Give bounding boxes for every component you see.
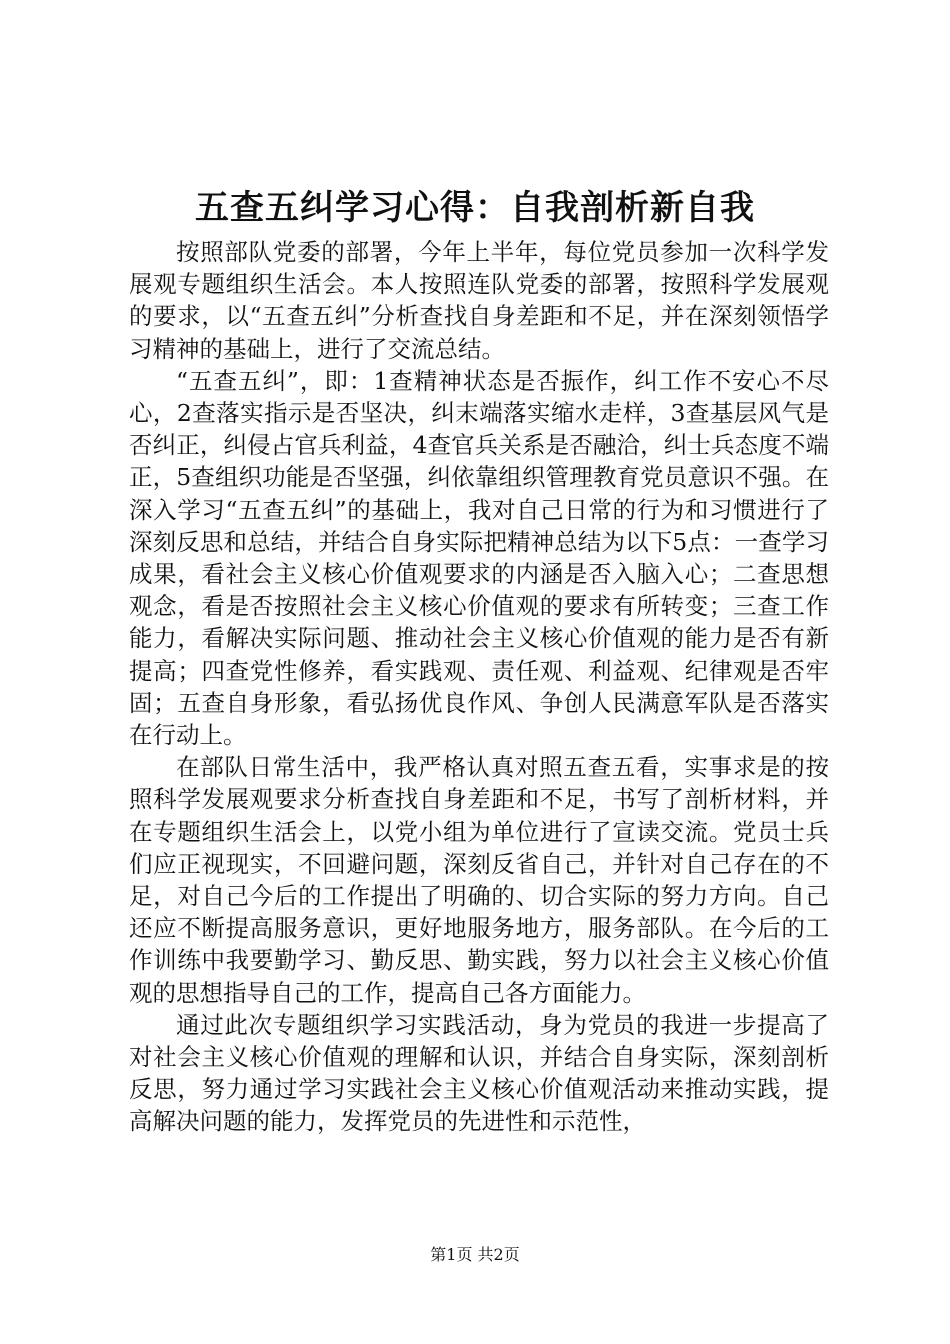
document-body	[129, 236, 829, 1138]
paragraph-3: 在部队日常生活中，我严格认真对照五查五看，实事求是的按照科学发展观要求分析查找自身差距和不足，书写了剖析材料，并在专题组织生活会上，以党小组为单位进行了宣读交流。党员士兵们应正视现实，不回避问题，深刻反省自己，并针对自己存在的不足，对自己今后的工作提出了明确的、切合实际的努力方向。自己还应不断提高服务意识，更好地服务地方，服务部队。在今后的工作训练中我要勤学习、勤反思、勤实践，努力以社会主义核心价值观的思想指导自己的工作，提高自己各方面能力。	[129, 753, 829, 1007]
paragraph-4: 通过此次专题组织学习实践活动，身为党员的我进一步提高了对社会主义核心价值观的理解和认识，并结合自身实际，深刻剖析反思，努力通过学习实践社会主义核心价值观活动来推动实践，提高解决问题的能力，发挥党员的先进性和示范性，	[129, 1010, 829, 1136]
page-number-footer: 第1页 共2页	[430, 1245, 520, 1264]
paragraph-1: 按照部队党委的部署，今年上半年，每位党员参加一次科学发展观专题组织生活会。本人按照连队党委的部署，按照科学发展观的要求，以“五查五纠”分析查找自身差距和不足，并在深刻领悟学习精神的基础上，进行了交流总结。	[129, 238, 829, 363]
paragraph-2: “五查五纠”，即：1查精神状态是否振作，纠工作不安心不尽心，2查落实指示是否坚决，纠末端落实缩水走样，3查基层风气是否纠正，纠侵占官兵利益，4查官兵关系是否融洽，纠士兵态度不端正，5查组织功能是否坚强，纠依靠组织管理教育党员意识不强。在深入学习“五查五纠”的基础上，我对自己日常的行为和习惯进行了深刻反思和总结，并结合自身实际把精神总结为以下5点：一查学习成果，看社会主义核心价值观要求的内涵是否入脑入心；二查思想观念，看是否按照社会主义核心价值观的要求有所转变；三查工作能力，看解决实际问题、推动社会主义核心价值观的能力是否有新提高；四查党性修养，看实践观、责任观、利益观、纪律观是否牢固；五查自身形象，看弘扬优良作风、争创人民满意军队是否落实在行动上。	[129, 366, 829, 750]
document-title: 五查五纠学习心得：自我剖析新自我	[195, 188, 755, 228]
